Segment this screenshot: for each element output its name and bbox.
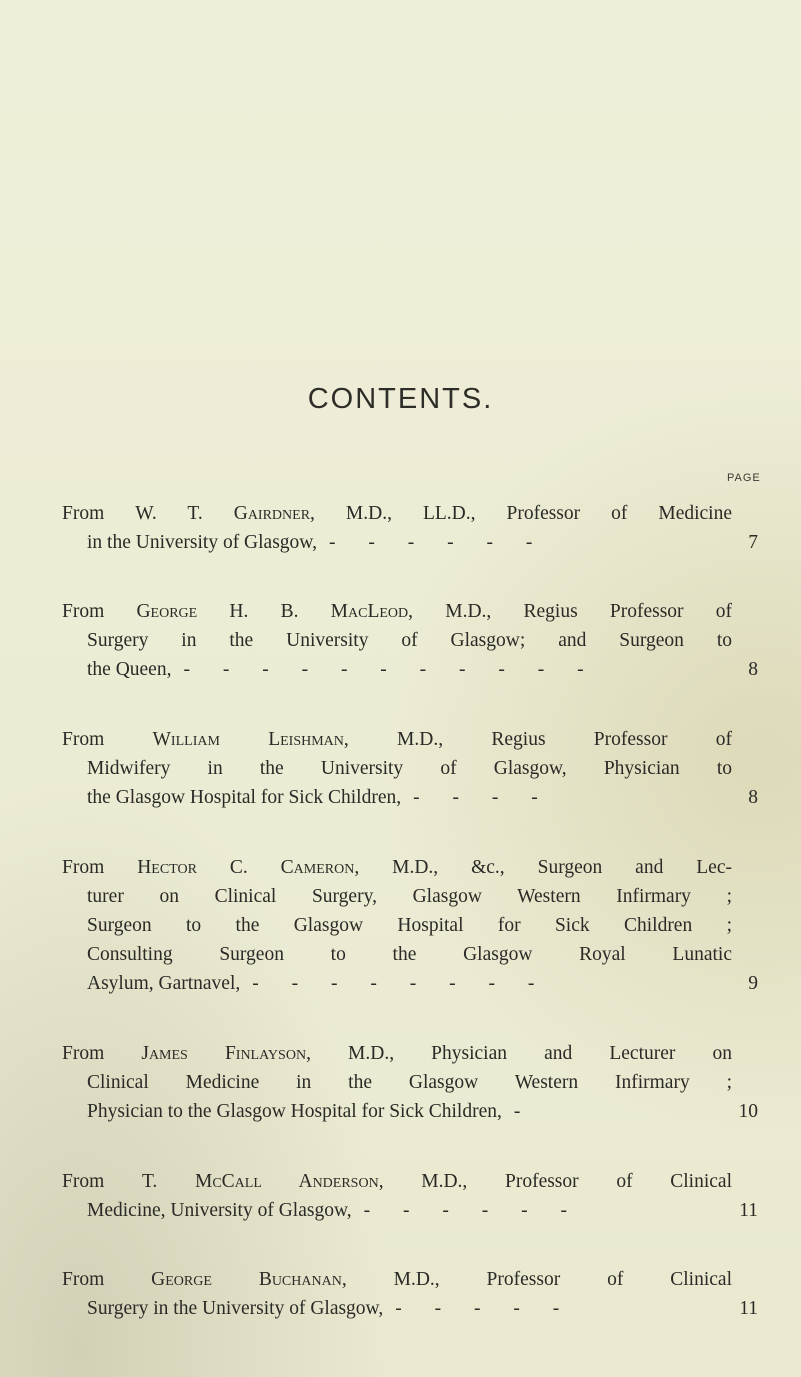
entry-line: Medicine, University of Glasgow, - - - - - - — [87, 1200, 581, 1221]
entry-line: From William Leishman, M.D., Regius Professor of — [62, 729, 732, 750]
toc-entry — [62, 597, 732, 684]
toc-entry — [62, 1265, 732, 1323]
page-number: 10 — [738, 1101, 758, 1122]
entry-line: Surgeon to the Glasgow Hospital for Sick Children ; — [87, 915, 732, 936]
entry-line: From George H. B. MacLeod, M.D., Regius Professor of — [62, 601, 732, 622]
dot-leaders: - - - - - — [395, 1298, 574, 1319]
page-number: 9 — [748, 973, 758, 994]
entry-line: From T. McCall Anderson, M.D., Professor of Clinical — [62, 1171, 732, 1192]
entry-line: Midwifery in the University of Glasgow, Physician to — [87, 758, 732, 779]
page-number: 8 — [748, 659, 758, 680]
entry-line: Surgery in the University of Glasgow, - - - - - — [87, 1298, 574, 1319]
entry-line: Asylum, Gartnavel, - - - - - - - - — [87, 973, 549, 994]
contents-title: CONTENTS. — [307, 383, 494, 415]
entry-line: From James Finlayson, M.D., Physician and Lecturer on — [62, 1043, 732, 1064]
page-number: 11 — [739, 1298, 758, 1319]
entry-line: turer on Clinical Surgery, Glasgow Western Infirmary ; — [87, 886, 732, 907]
dot-leaders: - - - - — [413, 787, 552, 808]
toc-entry — [62, 853, 732, 998]
author-name: T. McCall Anderson — [141, 1171, 379, 1192]
entry-line: in the University of Glasgow, - - - - - - — [87, 532, 547, 553]
entry-line: Physician to the Glasgow Hospital for Sick Children, - — [87, 1101, 535, 1122]
dot-leaders: - - - - - - — [363, 1200, 581, 1221]
entry-line: Clinical Medicine in the Glasgow Western Infirmary ; — [87, 1072, 732, 1093]
author-name: James Finlayson — [141, 1043, 307, 1064]
author-name: Hector C. Cameron — [137, 857, 355, 878]
author-name: W. T. Gairdner — [135, 503, 311, 524]
page-column-heading: PAGE — [727, 472, 761, 484]
page-number: 7 — [748, 532, 758, 553]
entry-line: From George Buchanan, M.D., Professor of Clinical — [62, 1269, 732, 1290]
dot-leaders: - - - - - - — [329, 532, 547, 553]
dot-leaders: - - - - - - - - — [252, 973, 549, 994]
entry-line: From Hector C. Cameron, M.D., &c., Surgeon and Lec- — [62, 857, 732, 878]
toc-entry — [62, 499, 732, 557]
entry-line: Surgery in the University of Glasgow; and Surgeon to — [87, 630, 732, 651]
entry-line: From W. T. Gairdner, M.D., LL.D., Professor of Medicine — [62, 503, 733, 524]
toc-entry — [62, 1039, 732, 1126]
entry-line: the Queen, - - - - - - - - - - - — [87, 659, 598, 680]
page-number: 8 — [748, 787, 758, 808]
author-name: George H. B. MacLeod — [136, 601, 409, 622]
dot-leaders: - — [513, 1101, 535, 1122]
entry-line: the Glasgow Hospital for Sick Children, - - - - — [87, 787, 552, 808]
dot-leaders: - - - - - - - - - - - — [183, 659, 598, 680]
toc-entry — [62, 725, 732, 812]
page-number: 11 — [739, 1200, 758, 1221]
author-name: George Buchanan — [151, 1269, 342, 1290]
author-name: William Leishman — [152, 729, 344, 750]
entry-line: Consulting Surgeon to the Glasgow Royal Lunatic — [87, 944, 732, 965]
toc-entry — [62, 1167, 732, 1225]
